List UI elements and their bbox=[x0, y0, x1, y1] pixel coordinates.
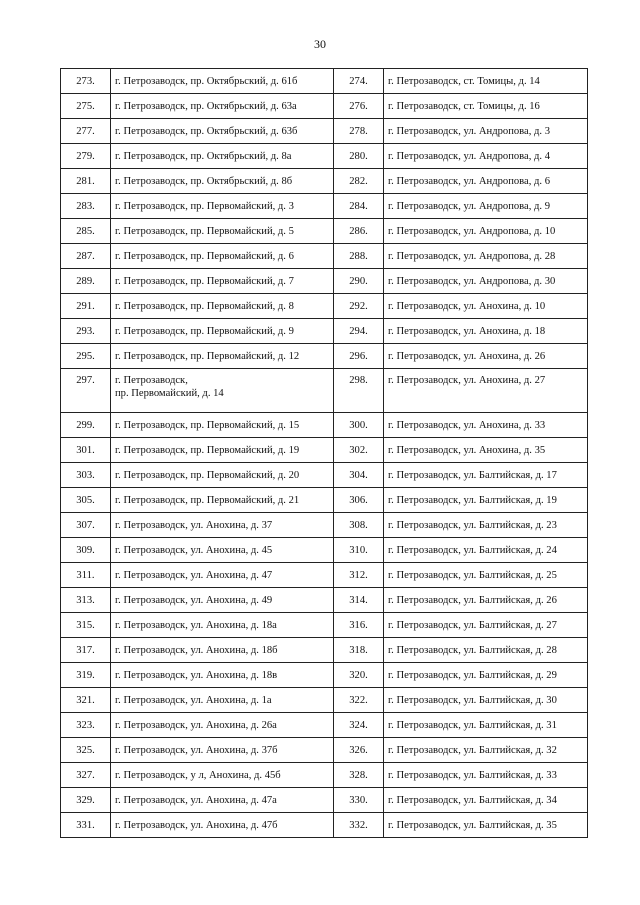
row-number-right: 324. bbox=[334, 713, 384, 738]
address-left: г. Петрозаводск, пр. Октябрьский, д. 63а bbox=[111, 94, 334, 119]
address-left: г. Петрозаводск, ул. Анохина, д. 45 bbox=[111, 538, 334, 563]
address-right: г. Петрозаводск, ул. Балтийская, д. 17 bbox=[384, 463, 588, 488]
address-right: г. Петрозаводск, ул. Андропова, д. 10 bbox=[384, 219, 588, 244]
address-right: г. Петрозаводск, ул. Балтийская, д. 32 bbox=[384, 738, 588, 763]
table-row bbox=[61, 688, 588, 713]
table-row bbox=[61, 438, 588, 463]
row-number-right: 304. bbox=[334, 463, 384, 488]
address-right: г. Петрозаводск, ул. Андропова, д. 4 bbox=[384, 144, 588, 169]
row-number-left: 287. bbox=[61, 244, 111, 269]
address-right: г. Петрозаводск, ул. Балтийская, д. 35 bbox=[384, 813, 588, 838]
address-left: г. Петрозаводск, пр. Октябрьский, д. 8а bbox=[111, 144, 334, 169]
address-left: г. Петрозаводск, ул. Анохина, д. 26а bbox=[111, 713, 334, 738]
row-number-left: 283. bbox=[61, 194, 111, 219]
row-number-right: 306. bbox=[334, 488, 384, 513]
address-right: г. Петрозаводск, ул. Анохина, д. 35 bbox=[384, 438, 588, 463]
table-row bbox=[61, 463, 588, 488]
table-row bbox=[61, 194, 588, 219]
row-number-right: 320. bbox=[334, 663, 384, 688]
page-number: 30 bbox=[314, 37, 326, 51]
row-number-right: 284. bbox=[334, 194, 384, 219]
address-right: г. Петрозаводск, ул. Балтийская, д. 19 bbox=[384, 488, 588, 513]
row-number-right: 312. bbox=[334, 563, 384, 588]
address-left: г. Петрозаводск, пр. Первомайский, д. 7 bbox=[111, 269, 334, 294]
row-number-left: 297. bbox=[61, 369, 111, 413]
row-number-right: 292. bbox=[334, 294, 384, 319]
row-number-right: 308. bbox=[334, 513, 384, 538]
address-left: г. Петрозаводск, пр. Первомайский, д. 6 bbox=[111, 244, 334, 269]
row-number-left: 291. bbox=[61, 294, 111, 319]
address-left: г. Петрозаводск, ул. Анохина, д. 37б bbox=[111, 738, 334, 763]
address-left: г. Петрозаводск, пр. Первомайский, д. 3 bbox=[111, 194, 334, 219]
address-left: г. Петрозаводск, ул. Анохина, д. 18в bbox=[111, 663, 334, 688]
table-row bbox=[61, 413, 588, 438]
row-number-left: 277. bbox=[61, 119, 111, 144]
address-right: г. Петрозаводск, ул. Балтийская, д. 31 bbox=[384, 713, 588, 738]
row-number-left: 329. bbox=[61, 788, 111, 813]
row-number-left: 327. bbox=[61, 763, 111, 788]
table-row bbox=[61, 738, 588, 763]
table-row bbox=[61, 563, 588, 588]
row-number-left: 299. bbox=[61, 413, 111, 438]
address-left: г. Петрозаводск, пр. Первомайский, д. 12 bbox=[111, 344, 334, 369]
row-number-right: 328. bbox=[334, 763, 384, 788]
address-right: г. Петрозаводск, ул. Андропова, д. 30 bbox=[384, 269, 588, 294]
row-number-left: 279. bbox=[61, 144, 111, 169]
table-row bbox=[61, 813, 588, 838]
address-right: г. Петрозаводск, ул. Балтийская, д. 29 bbox=[384, 663, 588, 688]
address-right: г. Петрозаводск, ст. Томицы, д. 14 bbox=[384, 69, 588, 94]
table-row bbox=[61, 638, 588, 663]
table-row bbox=[61, 119, 588, 144]
address-left: г. Петрозаводск, пр. Первомайский, д. 5 bbox=[111, 219, 334, 244]
address-right: г. Петрозаводск, ст. Томицы, д. 16 bbox=[384, 94, 588, 119]
address-left: г. Петрозаводск, пр. Первомайский, д. 21 bbox=[111, 488, 334, 513]
address-right: г. Петрозаводск, ул. Балтийская, д. 24 bbox=[384, 538, 588, 563]
address-left: г. Петрозаводск, пр. Первомайский, д. 8 bbox=[111, 294, 334, 319]
row-number-left: 317. bbox=[61, 638, 111, 663]
row-number-right: 278. bbox=[334, 119, 384, 144]
table-row bbox=[61, 713, 588, 738]
row-number-left: 325. bbox=[61, 738, 111, 763]
row-number-left: 307. bbox=[61, 513, 111, 538]
address-left: г. Петрозаводск, ул. Анохина, д. 47а bbox=[111, 788, 334, 813]
address-left: г. Петрозаводск, пр. Октябрьский, д. 61б bbox=[111, 69, 334, 94]
row-number-left: 295. bbox=[61, 344, 111, 369]
address-right: г. Петрозаводск, ул. Андропова, д. 28 bbox=[384, 244, 588, 269]
row-number-right: 332. bbox=[334, 813, 384, 838]
row-number-right: 310. bbox=[334, 538, 384, 563]
address-left: г. Петрозаводск, пр. Первомайский, д. 9 bbox=[111, 319, 334, 344]
table-row bbox=[61, 344, 588, 369]
row-number-right: 286. bbox=[334, 219, 384, 244]
address-right: г. Петрозаводск, ул. Балтийская, д. 27 bbox=[384, 613, 588, 638]
table-row bbox=[61, 369, 588, 413]
address-left: г. Петрозаводск, пр. Октябрьский, д. 8б bbox=[111, 169, 334, 194]
address-right: г. Петрозаводск, ул. Андропова, д. 3 bbox=[384, 119, 588, 144]
row-number-left: 275. bbox=[61, 94, 111, 119]
address-left: г. Петрозаводск, ул. Анохина, д. 18б bbox=[111, 638, 334, 663]
address-right: г. Петрозаводск, ул. Андропова, д. 6 bbox=[384, 169, 588, 194]
row-number-left: 285. bbox=[61, 219, 111, 244]
row-number-left: 303. bbox=[61, 463, 111, 488]
address-right: г. Петрозаводск, ул. Балтийская, д. 25 bbox=[384, 563, 588, 588]
table-row bbox=[61, 94, 588, 119]
row-number-left: 321. bbox=[61, 688, 111, 713]
table-row bbox=[61, 144, 588, 169]
table-row bbox=[61, 588, 588, 613]
row-number-left: 319. bbox=[61, 663, 111, 688]
address-left: г. Петрозаводск, пр. Первомайский, д. 20 bbox=[111, 463, 334, 488]
table-row bbox=[61, 613, 588, 638]
address-right: г. Петрозаводск, ул. Балтийская, д. 33 bbox=[384, 763, 588, 788]
address-right: г. Петрозаводск, ул. Балтийская, д. 26 bbox=[384, 588, 588, 613]
row-number-left: 331. bbox=[61, 813, 111, 838]
address-right: г. Петрозаводск, ул. Балтийская, д. 34 bbox=[384, 788, 588, 813]
table-row bbox=[61, 244, 588, 269]
table-row bbox=[61, 319, 588, 344]
table-row bbox=[61, 788, 588, 813]
row-number-left: 309. bbox=[61, 538, 111, 563]
row-number-right: 296. bbox=[334, 344, 384, 369]
address-left: г. Петрозаводск, у л, Анохина, д. 45б bbox=[111, 763, 334, 788]
address-right: г. Петрозаводск, ул. Балтийская, д. 28 bbox=[384, 638, 588, 663]
row-number-right: 274. bbox=[334, 69, 384, 94]
row-number-left: 281. bbox=[61, 169, 111, 194]
address-right: г. Петрозаводск, ул. Анохина, д. 26 bbox=[384, 344, 588, 369]
row-number-right: 300. bbox=[334, 413, 384, 438]
address-right: г. Петрозаводск, ул. Анохина, д. 27 bbox=[384, 369, 588, 413]
address-left: г. Петрозаводск, ул. Анохина, д. 47 bbox=[111, 563, 334, 588]
address-left: г. Петрозаводск, пр. Первомайский, д. 19 bbox=[111, 438, 334, 463]
table-row bbox=[61, 663, 588, 688]
row-number-right: 276. bbox=[334, 94, 384, 119]
row-number-right: 318. bbox=[334, 638, 384, 663]
row-number-right: 298. bbox=[334, 369, 384, 413]
address-right: г. Петрозаводск, ул. Андропова, д. 9 bbox=[384, 194, 588, 219]
table-row bbox=[61, 513, 588, 538]
row-number-right: 322. bbox=[334, 688, 384, 713]
table-row bbox=[61, 538, 588, 563]
table-row bbox=[61, 294, 588, 319]
address-left: г. Петрозаводск, ул. Анохина, д. 47б bbox=[111, 813, 334, 838]
table-row bbox=[61, 269, 588, 294]
address-left: г. Петрозаводск, ул. Анохина, д. 37 bbox=[111, 513, 334, 538]
row-number-right: 302. bbox=[334, 438, 384, 463]
row-number-right: 282. bbox=[334, 169, 384, 194]
row-number-left: 289. bbox=[61, 269, 111, 294]
table-row bbox=[61, 488, 588, 513]
address-left-line2: пр. Первомайский, д. 14 bbox=[115, 388, 224, 399]
address-table bbox=[60, 68, 588, 838]
row-number-left: 323. bbox=[61, 713, 111, 738]
row-number-left: 311. bbox=[61, 563, 111, 588]
address-left: г. Петрозаводск, ул. Анохина, д. 18а bbox=[111, 613, 334, 638]
row-number-right: 314. bbox=[334, 588, 384, 613]
address-left-line1: г. Петрозаводск, bbox=[115, 375, 188, 386]
row-number-left: 301. bbox=[61, 438, 111, 463]
address-right: г. Петрозаводск, ул. Анохина, д. 18 bbox=[384, 319, 588, 344]
table-row bbox=[61, 169, 588, 194]
row-number-left: 315. bbox=[61, 613, 111, 638]
address-left bbox=[111, 369, 334, 413]
table-row bbox=[61, 219, 588, 244]
address-right: г. Петрозаводск, ул. Анохина, д. 10 bbox=[384, 294, 588, 319]
row-number-right: 288. bbox=[334, 244, 384, 269]
row-number-left: 273. bbox=[61, 69, 111, 94]
address-right: г. Петрозаводск, ул. Анохина, д. 33 bbox=[384, 413, 588, 438]
row-number-left: 293. bbox=[61, 319, 111, 344]
row-number-right: 294. bbox=[334, 319, 384, 344]
address-left: г. Петрозаводск, ул. Анохина, д. 1а bbox=[111, 688, 334, 713]
address-table-body bbox=[61, 69, 588, 838]
row-number-left: 313. bbox=[61, 588, 111, 613]
row-number-right: 290. bbox=[334, 269, 384, 294]
address-left: г. Петрозаводск, пр. Октябрьский, д. 63б bbox=[111, 119, 334, 144]
row-number-right: 316. bbox=[334, 613, 384, 638]
table-row bbox=[61, 69, 588, 94]
address-right: г. Петрозаводск, ул. Балтийская, д. 30 bbox=[384, 688, 588, 713]
row-number-left: 305. bbox=[61, 488, 111, 513]
table-row bbox=[61, 763, 588, 788]
row-number-right: 280. bbox=[334, 144, 384, 169]
address-right: г. Петрозаводск, ул. Балтийская, д. 23 bbox=[384, 513, 588, 538]
row-number-right: 326. bbox=[334, 738, 384, 763]
address-left: г. Петрозаводск, пр. Первомайский, д. 15 bbox=[111, 413, 334, 438]
address-left: г. Петрозаводск, ул. Анохина, д. 49 bbox=[111, 588, 334, 613]
row-number-right: 330. bbox=[334, 788, 384, 813]
